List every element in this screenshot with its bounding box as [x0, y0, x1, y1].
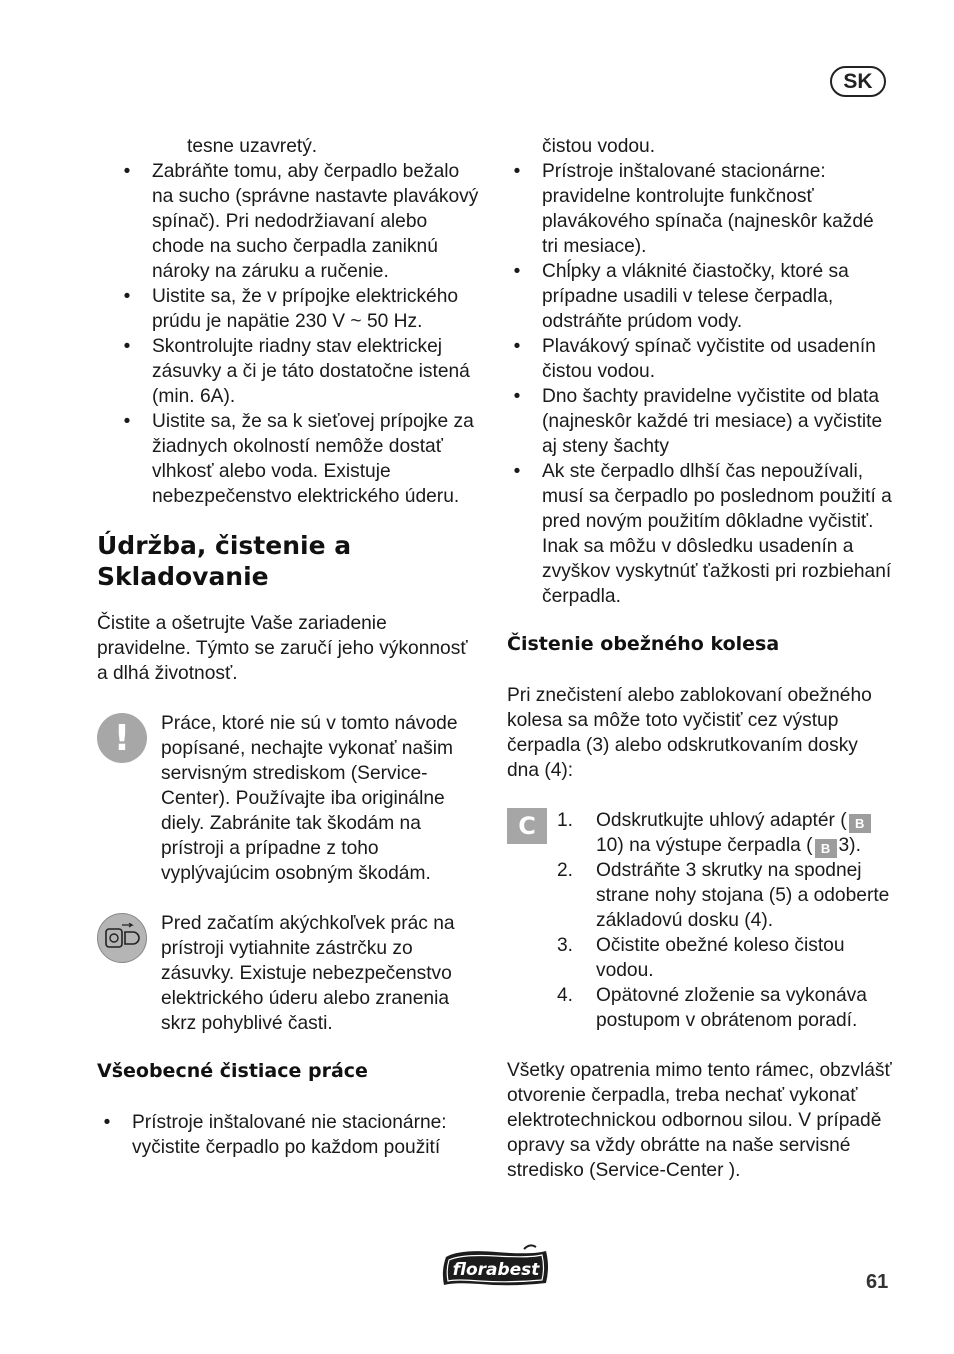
list-item — [507, 933, 895, 983]
section-heading — [97, 530, 482, 592]
step-text-part: 10) na výstupe čerpadla ( — [596, 835, 813, 856]
page-number: 61 — [866, 1271, 889, 1293]
unplug-notice — [97, 911, 482, 1036]
list-item: • Ak ste čerpadlo dlhší čas nepoužívali, musí sa čerpadlo po poslednom použití a pred novým použitím dôkladne vyčistiť. Inak sa môžu v dôsledku usadenín a zvyškov vyskytnúť ťažkosti pri rozbiehaní čerpadla. — [507, 459, 895, 609]
list-item — [507, 983, 895, 1033]
warning-notice — [97, 711, 482, 886]
list-item: čistou vodou. — [542, 136, 656, 157]
list-item: • Prístroje inštalované nie stacionárne: vyčistite čerpadlo po každom použití — [97, 1110, 482, 1160]
figure-b-badge: B — [815, 839, 837, 858]
closing-paragraph: Všetky opatrenia mimo tento rámec, obzvlášť otvorenie čerpadla, treba nechať vykonať elektrotechnickou odbornou silou. V prípadě opravy sa vždy obrátte na naše servisné stredisko (Service-Center ). — [507, 1060, 892, 1181]
impeller-paragraph: Pri znečistení alebo zablokovaní obežného kolesa sa môže toto vyčistiť cez výstup čerpadla (3) alebo odskrutkovaním dosky dna (4): — [507, 685, 872, 781]
left-column — [97, 134, 482, 1160]
list-item: • Uistite sa, že v prípojke elektrického prúdu je napätie 230 V ~ 50 Hz. — [117, 284, 482, 334]
step-number: 3. — [557, 935, 574, 956]
unplug-text: Pred začatím akýchkoľvek prác na prístroji vytiahnite zástrčku zo zásuvky. Existuje nebezpečenstvo elektrického úderu alebo zranenia skrz pohyblivé časti. — [161, 913, 455, 1034]
figure-b-badge: B — [849, 814, 871, 833]
figure-c-badge: C — [507, 808, 547, 844]
step-text-part: 3). — [838, 835, 861, 856]
general-cleaning-list — [97, 1110, 482, 1160]
list-item: • Zabráňte tomu, aby čerpadlo bežalo na sucho (správne nastavte plavákový spínač). Pri nedodržiavaní alebo chode na sucho čerpadla zaniknú nároky na záruku a ručenie. — [117, 159, 482, 284]
subheading-impeller-cleaning: Čistenie obežného kolesa — [507, 633, 780, 655]
exclamation-icon: ! — [97, 713, 147, 763]
list-item: • Skontrolujte riadny stav elektrickej zásuvky a či je táto dostatočne istená (min. 6A). — [117, 334, 482, 409]
list-item: • Prístroje inštalované stacionárne: pravidelne kontrolujte funkčnosť plavákového spínača (najneskôr každé tri mesiace). — [507, 159, 895, 259]
warning-text: Práce, ktoré nie sú v tomto návode popísané, nechajte vykonať našim servisným strediskom (Service-Center). Používajte iba originálne diely. Zabránite tak škodám na prístroji a prípadne z toho vyplývajúcim osobným škodám. — [161, 713, 458, 884]
svg-text:florabest: florabest — [452, 1260, 540, 1280]
florabest-logo — [440, 1243, 552, 1291]
step-number: 4. — [557, 985, 574, 1006]
steps-list — [507, 808, 895, 1033]
list-item: • Plavákový spínač vyčistite od usadenín čistou vodou. — [507, 334, 895, 384]
unplug-icon — [97, 913, 147, 963]
list-item — [507, 858, 895, 933]
safety-list — [97, 134, 482, 509]
list-item: tesne uzavretý. — [187, 136, 318, 157]
subheading-general-cleaning: Všeobecné čistiace práce — [97, 1060, 368, 1082]
right-column — [507, 134, 895, 1183]
step-number: 1. — [557, 810, 574, 831]
section-heading-line1: Údržba, čistenie a — [97, 531, 352, 560]
intro-paragraph: Čistite a ošetrujte Vaše zariadenie pravidelne. Týmto se zaručí jeho výkonnosť a dlhá životnosť. — [97, 613, 468, 684]
step-number: 2. — [557, 860, 574, 881]
step-text: Očistite obežné koleso čistou vodou. — [596, 935, 845, 981]
list-item: • Chĺpky a vláknité čiastočky, ktoré sa prípadne usadili v telese čerpadla, odstráňte prúdom vody. — [507, 259, 895, 334]
list-item — [507, 808, 895, 858]
step-text: Odstráňte 3 skrutky na spodnej strane nohy stojana (5) a odoberte základovú dosku (4). — [596, 860, 890, 931]
steps-block — [507, 808, 895, 1033]
step-text: Opätovné zloženie sa vykonáva postupom v obrátenom poradí. — [596, 985, 867, 1031]
step-text-part: Odskrutkujte uhlový adaptér ( — [596, 810, 847, 831]
section-heading-line2: Skladovanie — [97, 562, 269, 591]
maintenance-list — [507, 159, 895, 609]
list-item: • Dno šachty pravidelne vyčistite od blata (najneskôr každé tri mesiace) a vyčistite aj steny šachty — [507, 384, 895, 459]
list-item: • Uistite sa, že sa k sieťovej prípojke za žiadnych okolností nemôže dostať vlhkosť alebo voda. Existuje nebezpečenstvo elektrického úderu. — [117, 409, 482, 509]
language-badge: SK — [830, 66, 886, 97]
